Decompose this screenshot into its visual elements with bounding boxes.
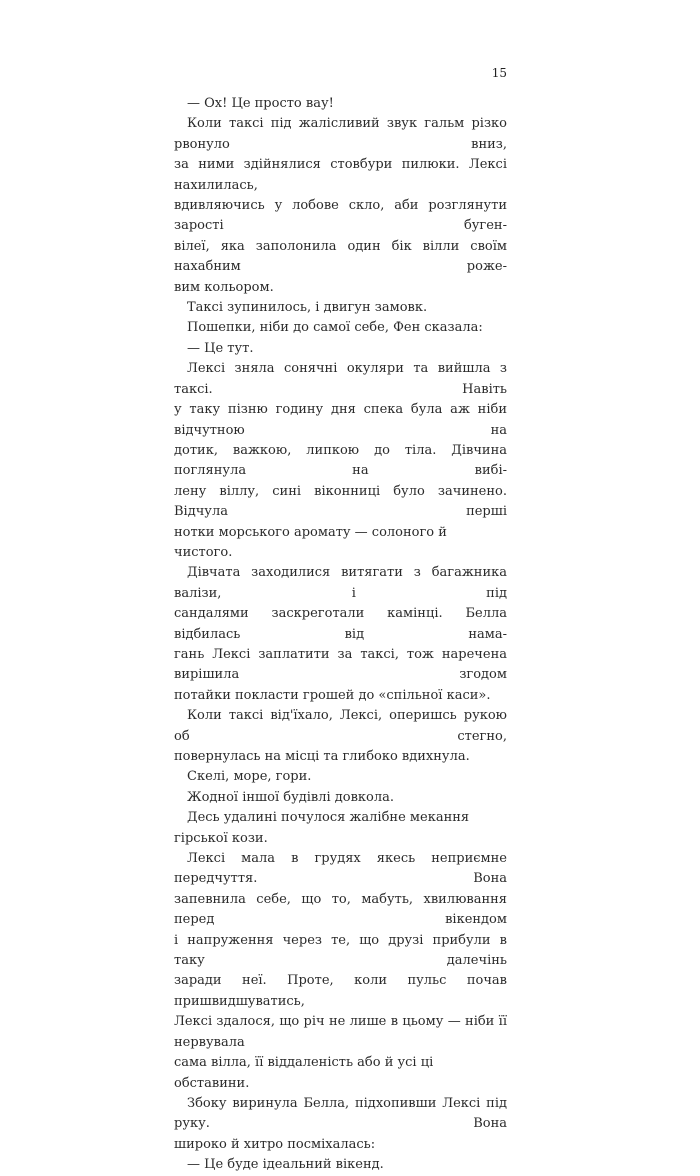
text-line-content: широко й хитро посміхалась: bbox=[174, 1136, 376, 1152]
text-line bbox=[174, 482, 507, 523]
text-line bbox=[174, 155, 507, 196]
text-line-content: за ними здійнялися стовбури пилюки. Лексі нахилилась, bbox=[174, 157, 507, 193]
text-line bbox=[174, 1094, 507, 1135]
text-line-content: Пошепки, ніби до самої себе, Фен сказала: bbox=[187, 320, 483, 336]
text-line-content: вим кольором. bbox=[174, 279, 274, 295]
text-line-content: Коли таксі під жалісливий звук гальм різко рвонуло вниз, bbox=[174, 116, 507, 152]
text-line-content: повернулась на місці та глибоко вдихнула. bbox=[174, 749, 470, 764]
text-line bbox=[174, 196, 507, 237]
text-line-content: сандалями заскреготали камінці. Белла відбилась від нама- bbox=[174, 606, 507, 642]
text-line bbox=[174, 94, 507, 114]
text-line bbox=[174, 849, 507, 890]
text-line bbox=[174, 788, 507, 808]
text-line-content: потайки покласти грошей до «спільної каси». bbox=[174, 687, 491, 703]
text-line bbox=[174, 298, 507, 318]
text-line bbox=[174, 1135, 507, 1155]
text-line bbox=[174, 931, 507, 972]
text-line bbox=[174, 563, 507, 604]
text-line bbox=[174, 441, 507, 482]
text-line-content: сама вілла, її віддаленість або й усі ці обставини. bbox=[174, 1055, 434, 1091]
text-line-content: і напруження через те, що друзі прибули в таку далечінь bbox=[174, 932, 507, 969]
text-line bbox=[174, 1155, 507, 1175]
text-line-content: — Це тут. bbox=[187, 340, 254, 356]
text-line bbox=[174, 278, 507, 298]
text-line bbox=[174, 237, 507, 278]
text-line-content: гань Лексі заплатити за таксі, тож наречена вирішила згодом bbox=[174, 646, 507, 683]
text-line bbox=[174, 971, 507, 1012]
text-line-content: Таксі зупинилось, і двигун замовк. bbox=[187, 300, 428, 316]
text-line bbox=[174, 318, 507, 338]
text-line-content: Скелі, море, гори. bbox=[187, 769, 312, 785]
text-line-content: Лексі здалося, що річ не лише в цьому — ніби її нервувала bbox=[174, 1014, 507, 1050]
text-line-content: Десь удалині почулося жалібне мекання гірської кози. bbox=[174, 810, 470, 846]
text-line bbox=[174, 706, 507, 747]
text-line-content: Дівчата заходилися витягати з багажника валізи, і під bbox=[174, 565, 507, 601]
text-line bbox=[174, 339, 507, 359]
text-line-content: нотки морського аромату — солоного й чистого. bbox=[174, 524, 447, 560]
text-line-content: вілеї, яка заполонила один бік вілли своїм нахабним роже- bbox=[174, 238, 507, 275]
text-line bbox=[174, 523, 507, 564]
text-line-content: Лексі мала в грудях якесь неприємне передчуття. Вона bbox=[174, 851, 507, 887]
text-line bbox=[174, 359, 507, 400]
text-line-content: Коли таксі від'їхало, Лексі, оперишсь рукою об стегно, bbox=[174, 708, 507, 744]
text-line-content: Лексі зняла сонячні окуляри та вийшла з таксі. Навіть bbox=[174, 361, 507, 397]
text-line bbox=[174, 747, 507, 767]
text-line bbox=[174, 604, 507, 645]
text-line-content: Жодної іншої будівлі довкола. bbox=[187, 789, 394, 805]
text-line-content: — Це буде ідеальний вікенд. bbox=[187, 1157, 384, 1173]
text-line bbox=[174, 686, 507, 706]
text-line-content: вдивляючись у лобове скло, аби розглянути зарості буген- bbox=[174, 198, 507, 234]
text-line bbox=[174, 1012, 507, 1053]
text-line bbox=[174, 1053, 507, 1094]
text-line-content: лену віллу, сині віконниці було зачинено. Відчула перші bbox=[174, 483, 507, 520]
body-text bbox=[174, 94, 507, 1176]
text-line bbox=[174, 400, 507, 441]
text-line-content: дотик, важкою, липкою до тіла. Дівчина поглянула на вибі- bbox=[174, 442, 507, 479]
text-line bbox=[174, 645, 507, 686]
text-line bbox=[174, 808, 507, 849]
text-line-content: запевнила себе, що то, мабуть, хвилювання перед вікендом bbox=[174, 891, 507, 928]
text-line-content: — Ох! Це просто вау! bbox=[187, 96, 334, 111]
page-number: 15 bbox=[491, 66, 507, 80]
text-line-content: заради неї. Проте, коли пульс почав пришвидшуватись, bbox=[174, 973, 507, 1009]
text-line-content: Збоку виринула Белла, підхопивши Лексі під руку. Вона bbox=[174, 1095, 507, 1132]
text-line bbox=[174, 767, 507, 787]
text-line bbox=[174, 890, 507, 931]
text-line-content: у таку пізню годину дня спека була аж ніби відчутною на bbox=[174, 402, 507, 438]
text-line bbox=[174, 114, 507, 155]
